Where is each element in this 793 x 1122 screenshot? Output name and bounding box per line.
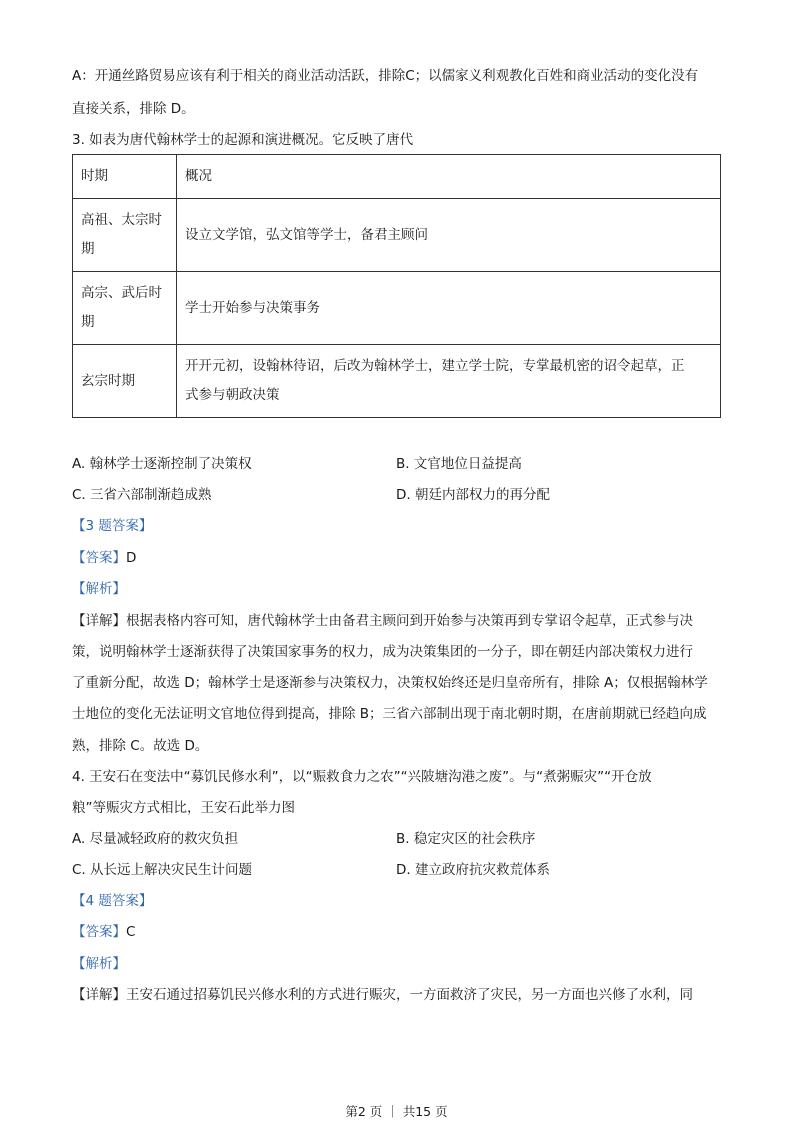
table-header-period: 时期 [73, 155, 177, 199]
question-4-stem-line-1: 4. 王安石在变法中“募饥民修水利”，以“赈救食力之农”“兴陂塘沟港之废”。与“煮粥赈灾”“开仓放 [72, 769, 652, 785]
question-3-detail-line-4: 士地位的变化无法证明文官地位得到提高，排除 B；三省六部制出现于南北朝时期，在唐前期就已经趋向成 [72, 706, 707, 722]
question-3-answer-header: 【3 题答案】 [72, 518, 153, 534]
table-cell-summary: 学士开始参与决策事务 [177, 272, 721, 345]
intro-line-2: 直接关系，排除 D。 [72, 101, 195, 117]
detail-label: 【详解】 [72, 987, 126, 1003]
table-cell-summary: 设立文学馆，弘文馆等学士，备君主顾问 [177, 199, 721, 272]
cell-line: 高宗、武后时 [81, 285, 162, 301]
cell-line: 期 [81, 241, 95, 257]
page-footer: 第2 页 ｜ 共15 页 [345, 1104, 448, 1119]
table-row [73, 272, 721, 345]
question-4-stem-line-2: 粮”等赈灾方式相比，王安石此举力图 [72, 800, 295, 816]
answer-value: C [126, 924, 136, 940]
question-3-answer [72, 548, 724, 568]
option-b: B. 文官地位日益提高 [396, 456, 522, 472]
hanlin-table [72, 154, 721, 418]
cell-line: 期 [81, 314, 95, 330]
table-cell-period [73, 272, 177, 345]
option-c: C. 从长远上解决灾民生计问题 [72, 862, 253, 878]
table-row [73, 199, 721, 272]
question-4-answer [72, 922, 724, 942]
cell-line: 式参与朝政决策 [185, 387, 280, 403]
answer-label: 【答案】 [72, 550, 126, 566]
cell-line: 开开元初，设翰林待诏，后改为翰林学士，建立学士院，专掌最机密的诏令起草，正 [185, 358, 685, 374]
cell-line: 高祖、太宗时 [81, 212, 162, 228]
option-d: D. 建立政府抗灾救荒体系 [396, 862, 550, 878]
detail-label: 【详解】 [72, 613, 126, 629]
detail-text: 根据表格内容可知，唐代翰林学士由备君主顾问到开始参与决策再到专掌诏令起草，正式参与决 [126, 613, 693, 629]
intro-line-1: A：开通丝路贸易应该有利于相关的商业活动活跃，排除C；以儒家义利观教化百姓和商业活动的变化没有 [72, 68, 699, 84]
question-3-analysis-label: 【解析】 [72, 581, 126, 597]
question-3-detail-line-2: 策，说明翰林学士逐渐获得了决策国家事务的权力，成为决策集团的一分子，即在朝廷内部决策权力进行 [72, 644, 693, 660]
question-3-detail-line-3: 了重新分配，故选 D；翰林学士是逐渐参与决策权力，决策权始终还是归皇帝所有，排除 A；仅根据翰林学 [72, 675, 708, 691]
question-3-options-row-1 [72, 454, 724, 474]
table-row [73, 345, 721, 418]
table-cell-period: 玄宗时期 [73, 345, 177, 418]
question-4-detail-line-1 [72, 985, 724, 1005]
question-3-detail-line-5: 熟，排除 C。故选 D。 [72, 738, 209, 754]
table-header-summary: 概况 [177, 155, 721, 199]
answer-label: 【答案】 [72, 924, 126, 940]
table-header-row [73, 155, 721, 199]
question-3-detail-line-1 [72, 611, 724, 631]
option-d: D. 朝廷内部权力的再分配 [396, 487, 550, 503]
option-a: A. 尽量减轻政府的救灾负担 [72, 831, 239, 847]
table-cell-summary [177, 345, 721, 418]
question-4-answer-header: 【4 题答案】 [72, 893, 153, 909]
question-4-options-row-2 [72, 860, 724, 880]
table-cell-period [73, 199, 177, 272]
option-c: C. 三省六部制渐趋成熟 [72, 487, 212, 503]
question-3-stem: 3. 如表为唐代翰林学士的起源和演进概况。它反映了唐代 [72, 132, 414, 148]
question-4-options-row-1 [72, 829, 724, 849]
answer-value: D [126, 550, 137, 566]
option-b: B. 稳定灾区的社会秩序 [396, 831, 536, 847]
question-3-options-row-2 [72, 485, 724, 505]
detail-text: 王安石通过招募饥民兴修水利的方式进行赈灾，一方面救济了灾民，另一方面也兴修了水利，同 [126, 987, 693, 1003]
option-a: A. 翰林学士逐渐控制了决策权 [72, 456, 252, 472]
question-4-analysis-label: 【解析】 [72, 956, 126, 972]
